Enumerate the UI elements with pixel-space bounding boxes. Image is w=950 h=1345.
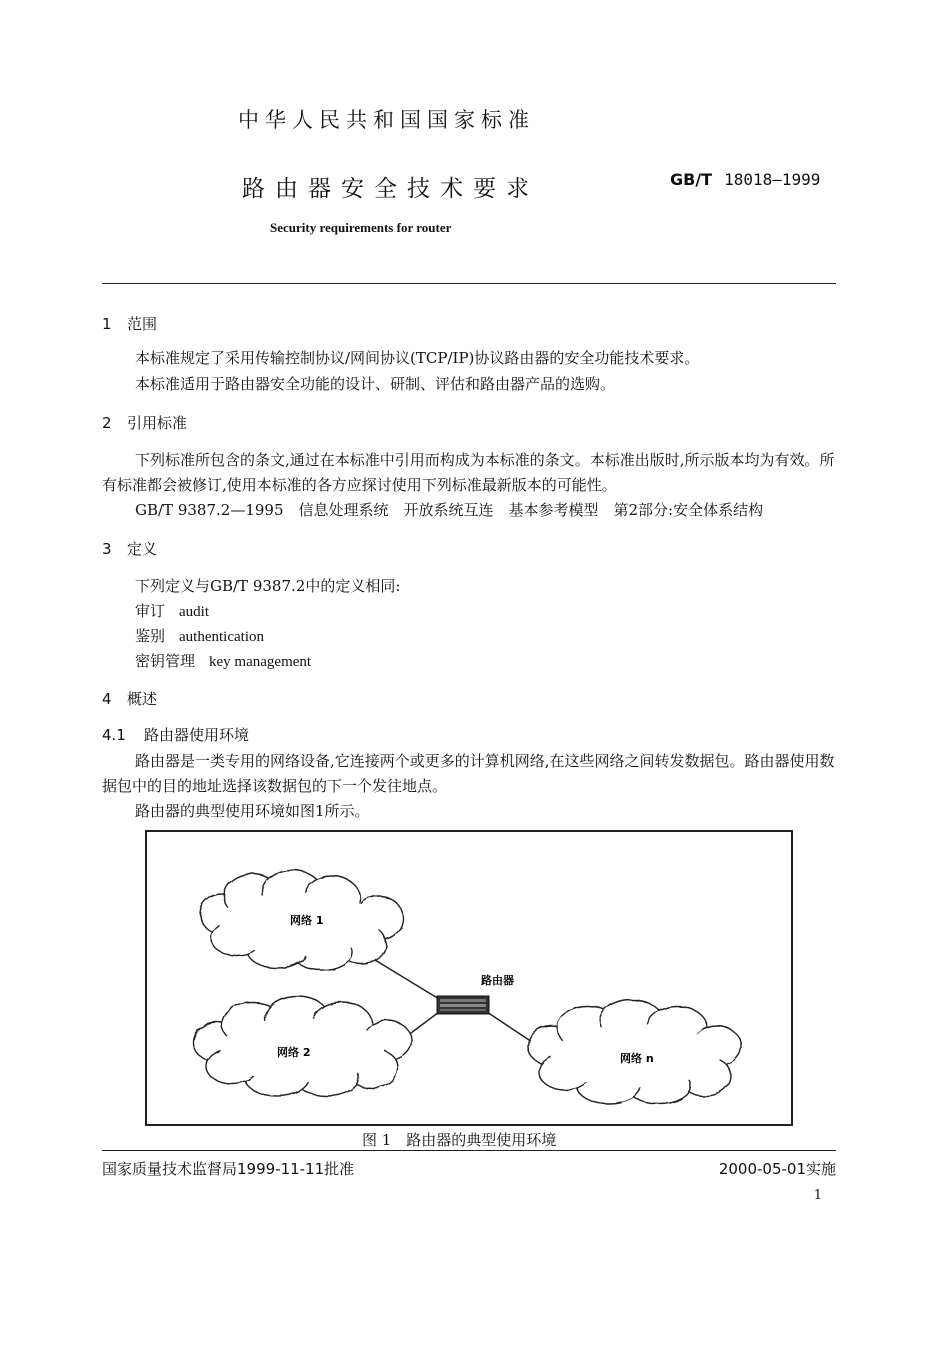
section-title: 范围 [127, 315, 158, 333]
definition-term-cn: 审订 [135, 602, 166, 620]
standard-code [670, 170, 820, 189]
section-4-paragraph-1: 路由器是一类专用的网络设备,它连接两个或更多的计算机网络,在这些网络之间转发数据包。路由器使用数据包中的目的地址选择该数据包的下一个发往地点。 [102, 752, 835, 795]
section-number: 4 [102, 690, 112, 708]
subsection-number: 4.1 [102, 726, 126, 744]
definition-row [135, 649, 311, 675]
standard-code-prefix: GB/T [670, 170, 713, 189]
figure-caption: 图 1 路由器的典型使用环境 [362, 1131, 557, 1149]
section-title: 定义 [127, 540, 158, 558]
section-1-paragraph-1: 本标准规定了采用传输控制协议/网间协议(TCP/IP)协议路由器的安全功能技术要求。 [135, 349, 700, 367]
definition-row [135, 624, 264, 650]
figure-frame [145, 830, 793, 1126]
english-title: Security requirements for router [270, 220, 452, 235]
section-title: 概述 [127, 690, 158, 708]
router-icon [437, 996, 489, 1014]
network-1-label: 网络 1 [290, 914, 324, 927]
effective-date: 2000-05-01实施 [718, 1160, 836, 1178]
link-line [487, 1012, 532, 1042]
section-4-paragraph-2: 路由器的典型使用环境如图1所示。 [135, 802, 370, 820]
approval-date: 国家质量技术监督局1999-11-11批准 [102, 1160, 355, 1178]
network-diagram [147, 832, 791, 1124]
footer-divider [102, 1150, 836, 1151]
section-number: 3 [102, 540, 112, 558]
section-1-paragraph-2: 本标准适用于路由器安全功能的设计、研制、评估和路由器产品的选购。 [135, 375, 616, 393]
definition-term-cn: 鉴别 [135, 627, 166, 645]
network-2-label: 网络 2 [277, 1046, 311, 1059]
definition-row [135, 599, 209, 625]
subsection-title: 路由器使用环境 [144, 726, 250, 744]
section-2-reference: GB/T 9387.2—1995 信息处理系统 开放系统互连 基本参考模型 第2部分:安全体系结构 [135, 501, 764, 519]
section-title: 引用标准 [127, 414, 188, 432]
national-standard-label: 中华人民共和国国家标准 [238, 108, 535, 132]
definition-term-en: authentication [179, 629, 264, 645]
section-3-intro: 下列定义与GB/T 9387.2中的定义相同: [135, 577, 401, 595]
section-2-heading [102, 412, 187, 433]
subsection-4-1-heading [102, 724, 249, 745]
section-number: 2 [102, 414, 112, 432]
document-title: 路由器安全技术要求 [242, 176, 539, 202]
network-n-label: 网络 n [620, 1052, 654, 1065]
standard-code-number: 18018—1999 [724, 170, 821, 189]
page-number: 1 [813, 1188, 822, 1203]
definition-term-en: audit [179, 604, 210, 620]
router-label: 路由器 [481, 974, 514, 987]
section-4-heading [102, 688, 157, 709]
definition-term-cn: 密钥管理 [135, 652, 196, 670]
definition-term-en: key management [209, 654, 312, 670]
header-divider [102, 283, 836, 284]
section-3-heading [102, 538, 157, 559]
section-1-heading [102, 313, 157, 334]
section-number: 1 [102, 315, 112, 333]
section-2-paragraph: 下列标准所包含的条文,通过在本标准中引用而构成为本标准的条文。本标准出版时,所示版本均为有效。所有标准都会被修订,使用本标准的各方应探讨使用下列标准最新版本的可能性。 [102, 451, 835, 494]
